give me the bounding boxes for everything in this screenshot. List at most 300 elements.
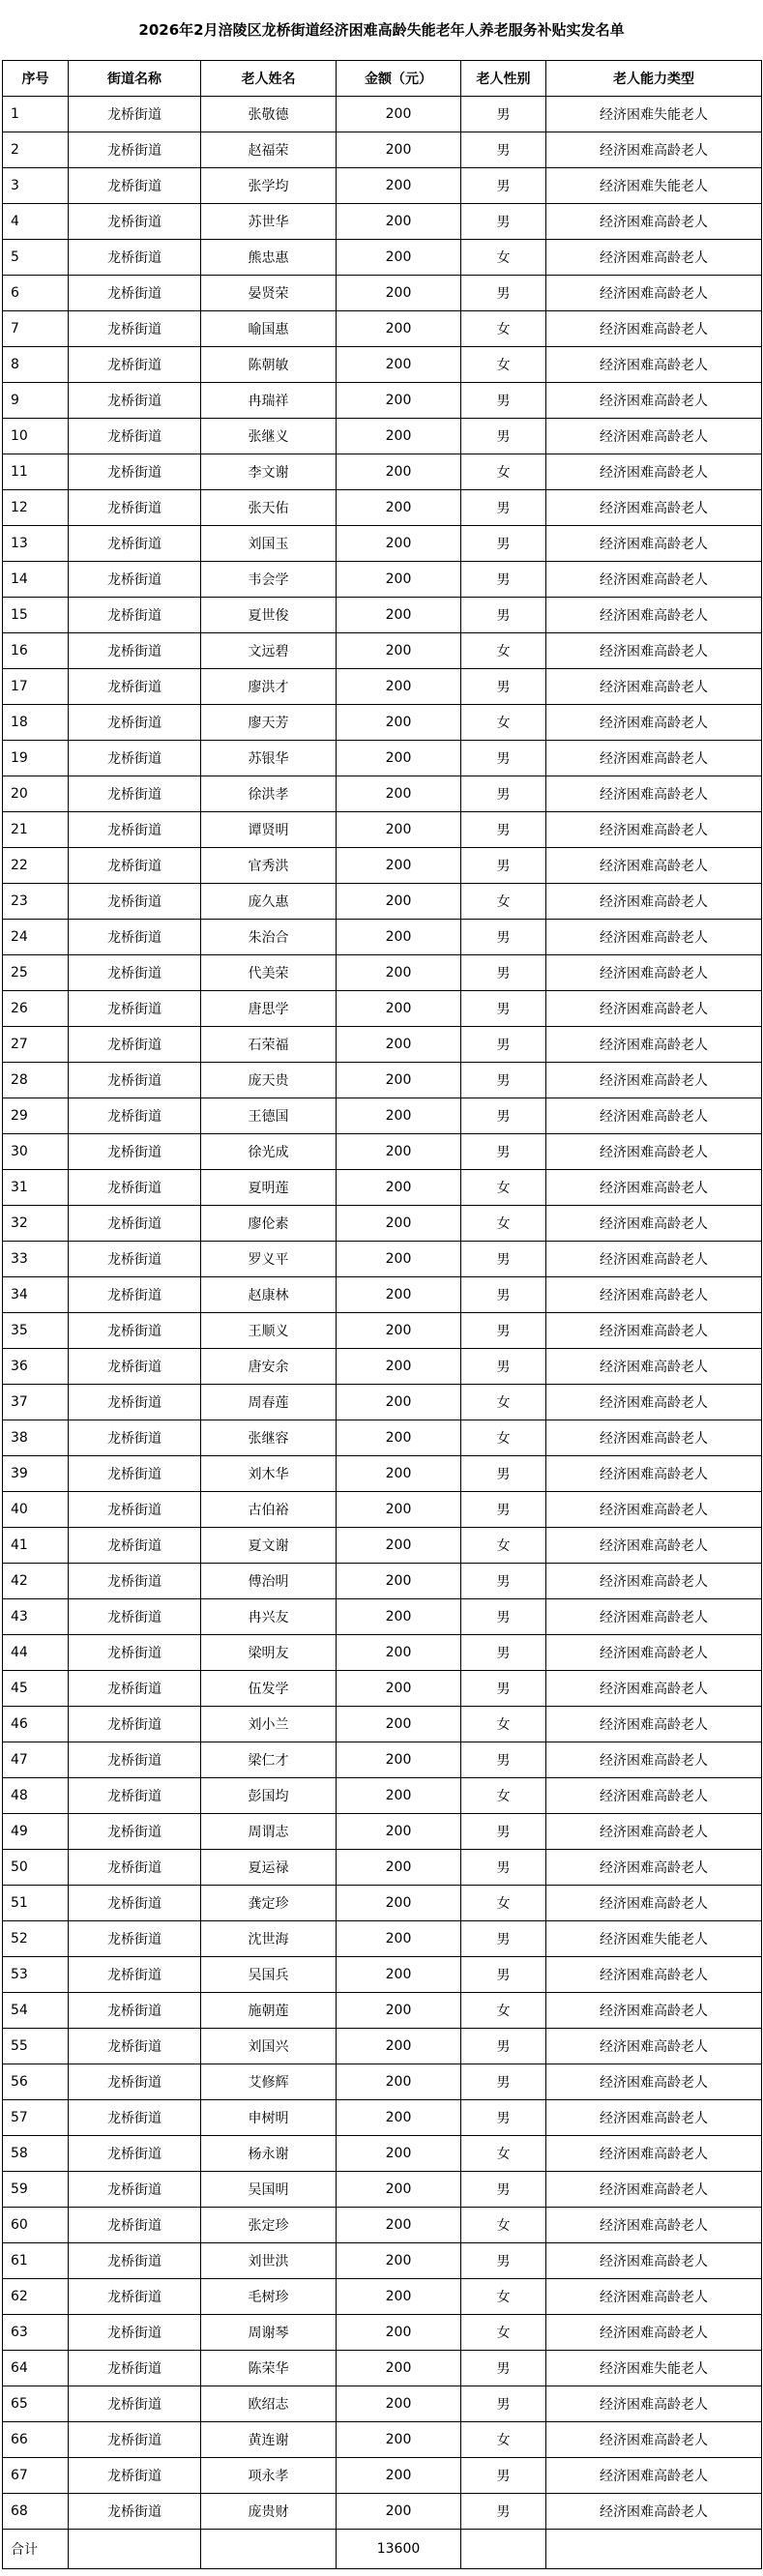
cell-amount: 200 xyxy=(337,776,461,812)
cell-street: 龙桥街道 xyxy=(69,598,201,633)
cell-ability-type: 经济困难高龄老人 xyxy=(546,2172,762,2208)
cell-name: 刘小兰 xyxy=(201,1707,337,1742)
cell-gender: 男 xyxy=(461,97,546,132)
cell-gender: 男 xyxy=(461,490,546,526)
cell-gender: 女 xyxy=(461,2279,546,2315)
cell-index: 38 xyxy=(3,1420,69,1456)
cell-street: 龙桥街道 xyxy=(69,2208,201,2243)
cell-street: 龙桥街道 xyxy=(69,1063,201,1098)
cell-ability-type: 经济困难高龄老人 xyxy=(546,2315,762,2351)
cell-gender: 男 xyxy=(461,2494,546,2530)
cell-name: 谭贤明 xyxy=(201,812,337,848)
table-row xyxy=(3,1778,762,1814)
cell-index: 56 xyxy=(3,2064,69,2100)
cell-index: 67 xyxy=(3,2458,69,2494)
cell-name: 王德国 xyxy=(201,1098,337,1134)
cell-amount: 200 xyxy=(337,2315,461,2351)
cell-name: 龚定珍 xyxy=(201,1886,337,1921)
cell-street: 龙桥街道 xyxy=(69,1098,201,1134)
cell-ability-type: 经济困难高龄老人 xyxy=(546,1456,762,1492)
total-empty-cell xyxy=(546,2530,762,2569)
cell-amount: 200 xyxy=(337,1456,461,1492)
cell-index: 43 xyxy=(3,1599,69,1635)
cell-ability-type: 经济困难高龄老人 xyxy=(546,347,762,383)
cell-index: 22 xyxy=(3,848,69,884)
cell-amount: 200 xyxy=(337,1242,461,1277)
subsidy-table xyxy=(2,60,762,2569)
cell-street: 龙桥街道 xyxy=(69,812,201,848)
header-ability-type: 老人能力类型 xyxy=(546,61,762,97)
cell-street: 龙桥街道 xyxy=(69,2064,201,2100)
cell-ability-type: 经济困难高龄老人 xyxy=(546,1528,762,1564)
table-row xyxy=(3,1492,762,1528)
cell-street: 龙桥街道 xyxy=(69,1778,201,1814)
cell-gender: 男 xyxy=(461,2458,546,2494)
cell-index: 45 xyxy=(3,1671,69,1707)
cell-ability-type: 经济困难失能老人 xyxy=(546,2351,762,2386)
cell-ability-type: 经济困难高龄老人 xyxy=(546,1242,762,1277)
cell-ability-type: 经济困难高龄老人 xyxy=(546,276,762,311)
table-row xyxy=(3,1456,762,1492)
cell-gender: 女 xyxy=(461,1528,546,1564)
cell-index: 7 xyxy=(3,311,69,347)
table-row xyxy=(3,2243,762,2279)
cell-name: 杨永谢 xyxy=(201,2136,337,2172)
table-row xyxy=(3,1528,762,1564)
cell-index: 33 xyxy=(3,1242,69,1277)
cell-amount: 200 xyxy=(337,168,461,204)
cell-amount: 200 xyxy=(337,955,461,991)
cell-index: 3 xyxy=(3,168,69,204)
cell-name: 徐洪孝 xyxy=(201,776,337,812)
cell-gender: 男 xyxy=(461,1599,546,1635)
table-body xyxy=(3,97,762,2530)
cell-street: 龙桥街道 xyxy=(69,1134,201,1170)
cell-gender: 女 xyxy=(461,347,546,383)
cell-amount: 200 xyxy=(337,1492,461,1528)
cell-ability-type: 经济困难高龄老人 xyxy=(546,490,762,526)
cell-gender: 男 xyxy=(461,1242,546,1277)
cell-gender: 男 xyxy=(461,1814,546,1850)
cell-name: 熊忠惠 xyxy=(201,240,337,276)
header-index: 序号 xyxy=(3,61,69,97)
cell-name: 黄连谢 xyxy=(201,2422,337,2458)
cell-street: 龙桥街道 xyxy=(69,669,201,705)
cell-gender: 男 xyxy=(461,2351,546,2386)
cell-gender: 男 xyxy=(461,2243,546,2279)
cell-amount: 200 xyxy=(337,669,461,705)
cell-ability-type: 经济困难高龄老人 xyxy=(546,1098,762,1134)
cell-gender: 男 xyxy=(461,1313,546,1349)
cell-ability-type: 经济困难失能老人 xyxy=(546,168,762,204)
table-row xyxy=(3,562,762,598)
cell-ability-type: 经济困难高龄老人 xyxy=(546,1814,762,1850)
cell-gender: 男 xyxy=(461,741,546,776)
table-row xyxy=(3,848,762,884)
cell-street: 龙桥街道 xyxy=(69,2458,201,2494)
cell-index: 20 xyxy=(3,776,69,812)
cell-ability-type: 经济困难高龄老人 xyxy=(546,1742,762,1778)
table-row xyxy=(3,490,762,526)
table-row xyxy=(3,97,762,132)
cell-street: 龙桥街道 xyxy=(69,1814,201,1850)
cell-gender: 女 xyxy=(461,240,546,276)
cell-name: 古伯裕 xyxy=(201,1492,337,1528)
cell-ability-type: 经济困难高龄老人 xyxy=(546,1027,762,1063)
cell-street: 龙桥街道 xyxy=(69,884,201,920)
cell-ability-type: 经济困难高龄老人 xyxy=(546,2208,762,2243)
cell-ability-type: 经济困难高龄老人 xyxy=(546,1206,762,1242)
cell-street: 龙桥街道 xyxy=(69,347,201,383)
cell-amount: 200 xyxy=(337,2029,461,2064)
cell-gender: 女 xyxy=(461,705,546,741)
cell-name: 陈朝敏 xyxy=(201,347,337,383)
cell-gender: 男 xyxy=(461,1098,546,1134)
table-row xyxy=(3,2494,762,2530)
cell-street: 龙桥街道 xyxy=(69,1850,201,1886)
cell-index: 9 xyxy=(3,383,69,419)
cell-ability-type: 经济困难高龄老人 xyxy=(546,1564,762,1599)
cell-index: 41 xyxy=(3,1528,69,1564)
table-row xyxy=(3,1814,762,1850)
cell-gender: 男 xyxy=(461,2100,546,2136)
cell-amount: 200 xyxy=(337,1635,461,1671)
table-row xyxy=(3,920,762,955)
cell-street: 龙桥街道 xyxy=(69,848,201,884)
cell-index: 26 xyxy=(3,991,69,1027)
cell-amount: 200 xyxy=(337,2386,461,2422)
total-empty-cell xyxy=(201,2530,337,2569)
table-row xyxy=(3,1206,762,1242)
table-row xyxy=(3,526,762,562)
table-row xyxy=(3,1242,762,1277)
cell-gender: 男 xyxy=(461,204,546,240)
table-row xyxy=(3,1063,762,1098)
cell-index: 50 xyxy=(3,1850,69,1886)
table-row xyxy=(3,2136,762,2172)
cell-ability-type: 经济困难失能老人 xyxy=(546,97,762,132)
table-row xyxy=(3,776,762,812)
table-row xyxy=(3,1385,762,1420)
cell-street: 龙桥街道 xyxy=(69,1599,201,1635)
table-row xyxy=(3,276,762,311)
cell-index: 44 xyxy=(3,1635,69,1671)
cell-name: 晏贤荣 xyxy=(201,276,337,311)
cell-gender: 女 xyxy=(461,1206,546,1242)
cell-ability-type: 经济困难高龄老人 xyxy=(546,2422,762,2458)
table-row xyxy=(3,1742,762,1778)
cell-name: 石荣福 xyxy=(201,1027,337,1063)
cell-gender: 男 xyxy=(461,1456,546,1492)
cell-ability-type: 经济困难高龄老人 xyxy=(546,2386,762,2422)
cell-ability-type: 经济困难高龄老人 xyxy=(546,2029,762,2064)
cell-name: 艾修辉 xyxy=(201,2064,337,2100)
cell-index: 16 xyxy=(3,633,69,669)
cell-gender: 男 xyxy=(461,419,546,454)
cell-name: 赵福荣 xyxy=(201,132,337,168)
cell-amount: 200 xyxy=(337,240,461,276)
cell-name: 唐思学 xyxy=(201,991,337,1027)
table-row xyxy=(3,132,762,168)
cell-street: 龙桥街道 xyxy=(69,1564,201,1599)
cell-ability-type: 经济困难高龄老人 xyxy=(546,1492,762,1528)
cell-amount: 200 xyxy=(337,633,461,669)
cell-gender: 男 xyxy=(461,1027,546,1063)
cell-index: 8 xyxy=(3,347,69,383)
cell-ability-type: 经济困难高龄老人 xyxy=(546,2136,762,2172)
cell-name: 张天佑 xyxy=(201,490,337,526)
cell-name: 彭国均 xyxy=(201,1778,337,1814)
cell-index: 48 xyxy=(3,1778,69,1814)
cell-gender: 男 xyxy=(461,168,546,204)
cell-amount: 200 xyxy=(337,490,461,526)
cell-street: 龙桥街道 xyxy=(69,1886,201,1921)
cell-street: 龙桥街道 xyxy=(69,2029,201,2064)
cell-amount: 200 xyxy=(337,705,461,741)
cell-street: 龙桥街道 xyxy=(69,1528,201,1564)
cell-amount: 200 xyxy=(337,2494,461,2530)
cell-index: 49 xyxy=(3,1814,69,1850)
table-row xyxy=(3,2064,762,2100)
cell-amount: 200 xyxy=(337,1206,461,1242)
cell-index: 65 xyxy=(3,2386,69,2422)
cell-name: 庞天贵 xyxy=(201,1063,337,1098)
cell-gender: 男 xyxy=(461,669,546,705)
cell-name: 欧绍志 xyxy=(201,2386,337,2422)
table-row xyxy=(3,2422,762,2458)
cell-ability-type: 经济困难高龄老人 xyxy=(546,633,762,669)
table-row xyxy=(3,2279,762,2315)
cell-amount: 200 xyxy=(337,1528,461,1564)
cell-name: 夏世俊 xyxy=(201,598,337,633)
cell-index: 61 xyxy=(3,2243,69,2279)
cell-gender: 男 xyxy=(461,1349,546,1385)
cell-name: 冉瑞祥 xyxy=(201,383,337,419)
cell-index: 66 xyxy=(3,2422,69,2458)
cell-ability-type: 经济困难高龄老人 xyxy=(546,848,762,884)
table-row xyxy=(3,1886,762,1921)
table-row xyxy=(3,1635,762,1671)
cell-index: 58 xyxy=(3,2136,69,2172)
cell-gender: 男 xyxy=(461,2386,546,2422)
table-row xyxy=(3,633,762,669)
table-row xyxy=(3,1707,762,1742)
cell-amount: 200 xyxy=(337,1921,461,1957)
cell-street: 龙桥街道 xyxy=(69,741,201,776)
document-title: 2026年2月涪陵区龙桥街道经济困难高龄失能老年人养老服务补贴实发名单 xyxy=(138,21,625,39)
cell-name: 夏明莲 xyxy=(201,1170,337,1206)
table-row xyxy=(3,2386,762,2422)
cell-name: 刘国玉 xyxy=(201,526,337,562)
cell-amount: 200 xyxy=(337,1170,461,1206)
cell-ability-type: 经济困难高龄老人 xyxy=(546,1349,762,1385)
cell-gender: 男 xyxy=(461,598,546,633)
cell-amount: 200 xyxy=(337,2172,461,2208)
cell-gender: 女 xyxy=(461,1170,546,1206)
cell-street: 龙桥街道 xyxy=(69,2279,201,2315)
cell-name: 朱治合 xyxy=(201,920,337,955)
cell-ability-type: 经济困难高龄老人 xyxy=(546,240,762,276)
cell-index: 14 xyxy=(3,562,69,598)
cell-street: 龙桥街道 xyxy=(69,1027,201,1063)
table-row xyxy=(3,1921,762,1957)
cell-street: 龙桥街道 xyxy=(69,776,201,812)
cell-street: 龙桥街道 xyxy=(69,705,201,741)
cell-amount: 200 xyxy=(337,1671,461,1707)
cell-index: 39 xyxy=(3,1456,69,1492)
cell-index: 68 xyxy=(3,2494,69,2530)
cell-street: 龙桥街道 xyxy=(69,2494,201,2530)
cell-gender: 男 xyxy=(461,562,546,598)
total-empty-cell xyxy=(69,2530,201,2569)
cell-street: 龙桥街道 xyxy=(69,633,201,669)
cell-street: 龙桥街道 xyxy=(69,204,201,240)
cell-name: 吴国兵 xyxy=(201,1957,337,1993)
cell-index: 46 xyxy=(3,1707,69,1742)
cell-ability-type: 经济困难高龄老人 xyxy=(546,204,762,240)
cell-gender: 男 xyxy=(461,1277,546,1313)
cell-street: 龙桥街道 xyxy=(69,1277,201,1313)
cell-gender: 男 xyxy=(461,1957,546,1993)
cell-ability-type: 经济困难高龄老人 xyxy=(546,1385,762,1420)
cell-amount: 200 xyxy=(337,2208,461,2243)
cell-street: 龙桥街道 xyxy=(69,955,201,991)
cell-amount: 200 xyxy=(337,598,461,633)
cell-amount: 200 xyxy=(337,419,461,454)
table-row xyxy=(3,1564,762,1599)
cell-ability-type: 经济困难高龄老人 xyxy=(546,2458,762,2494)
cell-index: 25 xyxy=(3,955,69,991)
table-row xyxy=(3,1850,762,1886)
cell-index: 54 xyxy=(3,1993,69,2029)
header-name: 老人姓名 xyxy=(201,61,337,97)
table-row xyxy=(3,669,762,705)
cell-index: 4 xyxy=(3,204,69,240)
cell-index: 30 xyxy=(3,1134,69,1170)
cell-index: 21 xyxy=(3,812,69,848)
cell-ability-type: 经济困难高龄老人 xyxy=(546,1778,762,1814)
cell-amount: 200 xyxy=(337,132,461,168)
cell-name: 周春莲 xyxy=(201,1385,337,1420)
cell-gender: 男 xyxy=(461,1671,546,1707)
cell-amount: 200 xyxy=(337,848,461,884)
cell-gender: 男 xyxy=(461,276,546,311)
cell-index: 12 xyxy=(3,490,69,526)
cell-name: 刘世洪 xyxy=(201,2243,337,2279)
table-row xyxy=(3,991,762,1027)
cell-gender: 男 xyxy=(461,848,546,884)
cell-index: 17 xyxy=(3,669,69,705)
cell-gender: 男 xyxy=(461,2172,546,2208)
cell-index: 40 xyxy=(3,1492,69,1528)
table-row xyxy=(3,1957,762,1993)
cell-ability-type: 经济困难高龄老人 xyxy=(546,454,762,490)
cell-amount: 200 xyxy=(337,562,461,598)
cell-amount: 200 xyxy=(337,1886,461,1921)
cell-ability-type: 经济困难高龄老人 xyxy=(546,1313,762,1349)
cell-ability-type: 经济困难高龄老人 xyxy=(546,2100,762,2136)
cell-amount: 200 xyxy=(337,1277,461,1313)
cell-ability-type: 经济困难高龄老人 xyxy=(546,705,762,741)
cell-street: 龙桥街道 xyxy=(69,1206,201,1242)
cell-index: 55 xyxy=(3,2029,69,2064)
cell-gender: 男 xyxy=(461,955,546,991)
cell-name: 申树明 xyxy=(201,2100,337,2136)
total-amount: 13600 xyxy=(337,2530,461,2569)
cell-gender: 男 xyxy=(461,1564,546,1599)
cell-ability-type: 经济困难高龄老人 xyxy=(546,2064,762,2100)
cell-amount: 200 xyxy=(337,526,461,562)
cell-street: 龙桥街道 xyxy=(69,920,201,955)
table-row xyxy=(3,1134,762,1170)
table-row xyxy=(3,2351,762,2386)
cell-index: 34 xyxy=(3,1277,69,1313)
cell-amount: 200 xyxy=(337,1850,461,1886)
cell-name: 夏运禄 xyxy=(201,1850,337,1886)
cell-gender: 女 xyxy=(461,311,546,347)
cell-name: 刘木华 xyxy=(201,1456,337,1492)
table-row xyxy=(3,419,762,454)
cell-index: 10 xyxy=(3,419,69,454)
table-row xyxy=(3,168,762,204)
cell-street: 龙桥街道 xyxy=(69,2315,201,2351)
cell-street: 龙桥街道 xyxy=(69,2243,201,2279)
cell-index: 36 xyxy=(3,1349,69,1385)
cell-street: 龙桥街道 xyxy=(69,1420,201,1456)
cell-index: 23 xyxy=(3,884,69,920)
cell-gender: 男 xyxy=(461,1492,546,1528)
cell-amount: 200 xyxy=(337,1564,461,1599)
cell-ability-type: 经济困难高龄老人 xyxy=(546,1063,762,1098)
cell-name: 梁明友 xyxy=(201,1635,337,1671)
cell-index: 24 xyxy=(3,920,69,955)
table-row xyxy=(3,2208,762,2243)
cell-ability-type: 经济困难高龄老人 xyxy=(546,1134,762,1170)
cell-ability-type: 经济困难高龄老人 xyxy=(546,1957,762,1993)
table-row xyxy=(3,1420,762,1456)
cell-index: 52 xyxy=(3,1921,69,1957)
table-row xyxy=(3,454,762,490)
cell-gender: 男 xyxy=(461,1742,546,1778)
cell-index: 59 xyxy=(3,2172,69,2208)
cell-amount: 200 xyxy=(337,311,461,347)
cell-street: 龙桥街道 xyxy=(69,2136,201,2172)
cell-index: 5 xyxy=(3,240,69,276)
cell-gender: 女 xyxy=(461,454,546,490)
table-row xyxy=(3,311,762,347)
table-row xyxy=(3,1993,762,2029)
table-row xyxy=(3,240,762,276)
cell-ability-type: 经济困难失能老人 xyxy=(546,1921,762,1957)
table-row xyxy=(3,204,762,240)
table-row xyxy=(3,1098,762,1134)
cell-amount: 200 xyxy=(337,1349,461,1385)
cell-index: 27 xyxy=(3,1027,69,1063)
cell-street: 龙桥街道 xyxy=(69,240,201,276)
cell-ability-type: 经济困难高龄老人 xyxy=(546,812,762,848)
cell-gender: 男 xyxy=(461,1635,546,1671)
cell-name: 夏文谢 xyxy=(201,1528,337,1564)
table-header-row xyxy=(3,61,762,97)
cell-gender: 女 xyxy=(461,2422,546,2458)
table-row xyxy=(3,705,762,741)
cell-amount: 200 xyxy=(337,1778,461,1814)
cell-ability-type: 经济困难高龄老人 xyxy=(546,2243,762,2279)
cell-index: 53 xyxy=(3,1957,69,1993)
cell-gender: 女 xyxy=(461,2136,546,2172)
table-row xyxy=(3,383,762,419)
cell-gender: 男 xyxy=(461,2064,546,2100)
